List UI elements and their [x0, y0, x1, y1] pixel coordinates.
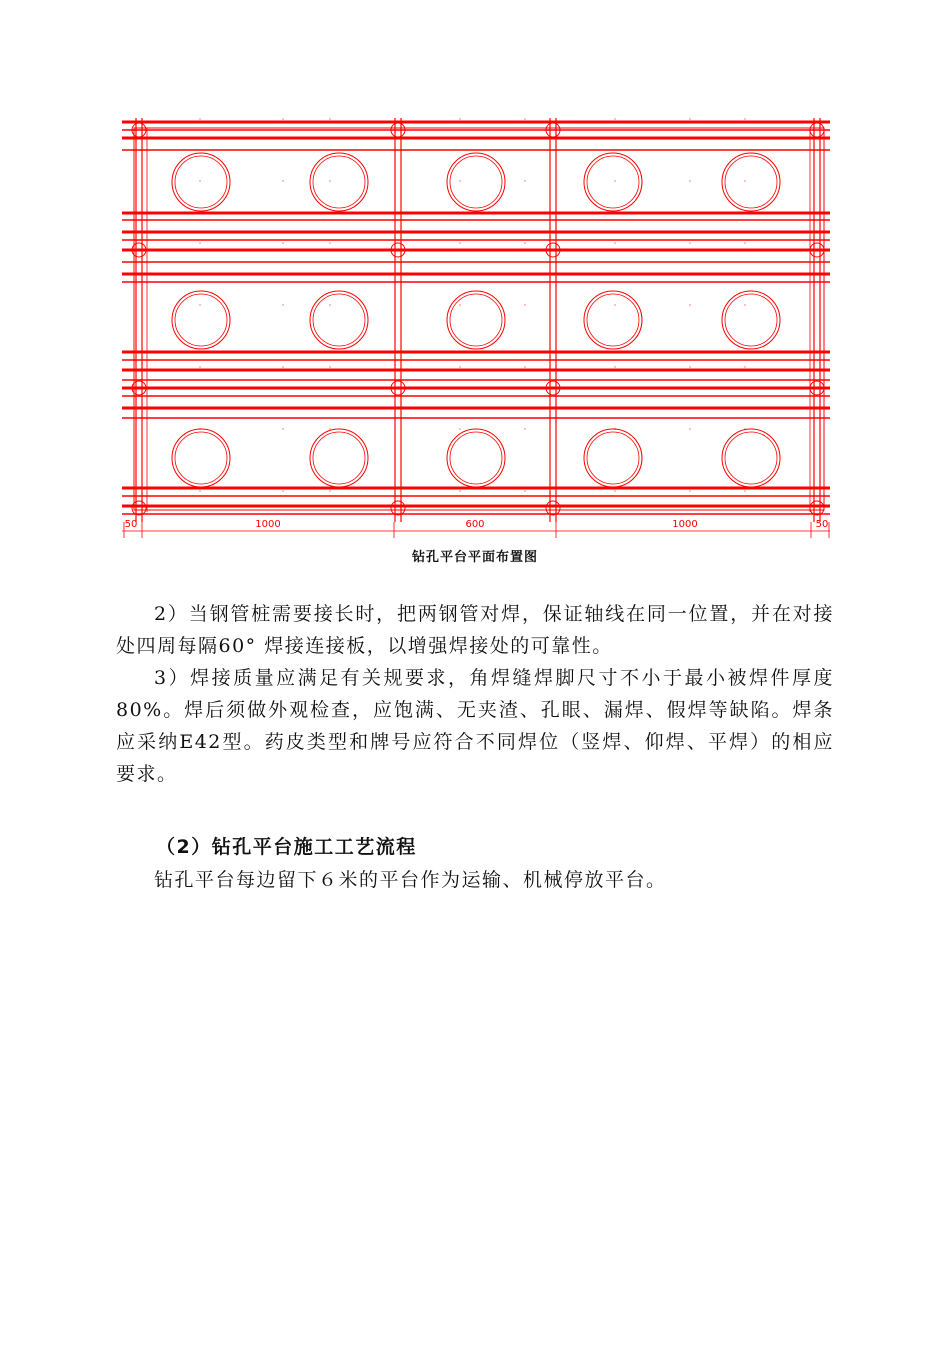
- dim-label-1000-left: 1000: [255, 519, 281, 530]
- pile-outer-2-1: [310, 429, 368, 487]
- section-body: 钻孔平台每边留下６米的平台作为运输、机械停放平台。: [154, 869, 667, 891]
- platform-frame: [134, 128, 824, 512]
- pile-inner-2-1: [313, 432, 365, 484]
- pile-inner-1-4: [725, 294, 777, 346]
- pile-inner-0-2: [450, 156, 502, 208]
- post-node-1-3: [391, 501, 405, 515]
- pile-outer-0-1: [310, 153, 368, 211]
- dim-label-1000-right: 1000: [672, 519, 698, 530]
- post-node-3-3: [810, 501, 824, 515]
- pile-inner-0-3: [587, 156, 639, 208]
- pile-outer-2-2: [447, 429, 505, 487]
- pile-inner-2-3: [587, 432, 639, 484]
- pile-inner-0-0: [175, 156, 227, 208]
- pile-outer-1-0: [172, 291, 230, 349]
- dim-label-right-50: 50: [815, 519, 829, 530]
- pile-outer-0-2: [447, 153, 505, 211]
- pile-inner-1-1: [313, 294, 365, 346]
- vertical-support-posts: [132, 118, 824, 522]
- pile-outer-1-3: [584, 291, 642, 349]
- dim-label-left-50: 50: [124, 519, 138, 530]
- dimension-line: [122, 519, 830, 538]
- pile-circles: [172, 153, 780, 487]
- pile-outer-0-3: [584, 153, 642, 211]
- pile-inner-2-4: [725, 432, 777, 484]
- pile-inner-0-1: [313, 156, 365, 208]
- pile-outer-2-4: [722, 429, 780, 487]
- paragraph-welding-quality: 3）焊接质量应满足有关规要求，角焊缝焊脚尺寸不小于最小被焊件厚度80%。焊后须做外观检查，应饱满、无夹渣、孔眼、漏焊、假焊等缺陷。焊条应采纳E42型。药皮类型和牌号应符合不同焊位（竖焊、仰焊、平焊）的相应要求。: [116, 667, 834, 785]
- pile-inner-1-3: [587, 294, 639, 346]
- pile-inner-0-4: [725, 156, 777, 208]
- pile-outer-2-3: [584, 429, 642, 487]
- pile-inner-1-2: [450, 294, 502, 346]
- pile-inner-2-2: [450, 432, 502, 484]
- pile-outer-0-4: [722, 153, 780, 211]
- post-node-2-3: [546, 501, 560, 515]
- section-heading: （2）钻孔平台施工工艺流程: [156, 836, 417, 858]
- drilling-platform-plan-drawing: [0, 0, 950, 545]
- pile-outer-1-2: [447, 291, 505, 349]
- pile-outer-1-4: [722, 291, 780, 349]
- figure-caption: 钻孔平台平面布置图: [411, 550, 538, 565]
- pile-inner-2-0: [175, 432, 227, 484]
- pile-outer-1-1: [310, 291, 368, 349]
- pile-outer-2-0: [172, 429, 230, 487]
- dim-label-600: 600: [465, 519, 485, 530]
- horizontal-beams: [122, 118, 830, 520]
- pile-outer-0-0: [172, 153, 230, 211]
- frame-outline: [134, 128, 824, 510]
- paragraph-welding-extension: 2）当钢管桩需要接长时，把两钢管对焊，保证轴线在同一位置，并在对接处四周每隔60° 焊接连接板，以增强焊接处的可靠性。: [116, 603, 834, 657]
- pile-inner-1-0: [175, 294, 227, 346]
